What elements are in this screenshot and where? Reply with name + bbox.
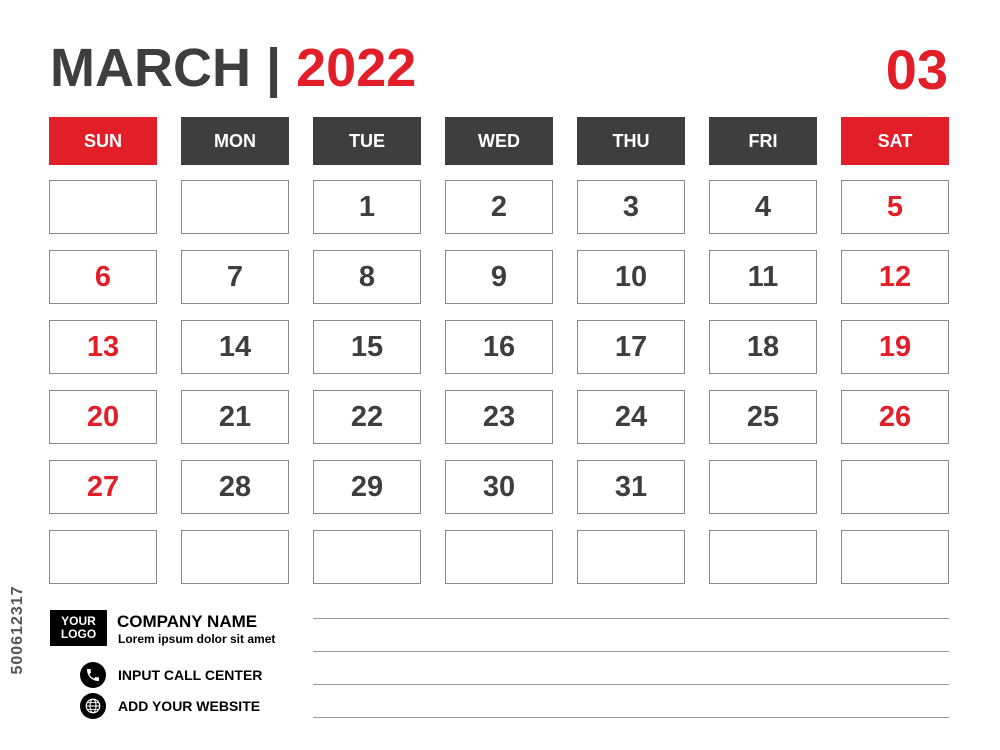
weekday-header-fri: FRI bbox=[709, 117, 817, 165]
day-cell-24: 24 bbox=[577, 390, 685, 444]
day-cell-31: 31 bbox=[577, 460, 685, 514]
day-cell-empty bbox=[709, 460, 817, 514]
note-line bbox=[313, 618, 949, 619]
day-cell-empty bbox=[841, 530, 949, 584]
weekday-header-thu: THU bbox=[577, 117, 685, 165]
day-cell-19: 19 bbox=[841, 320, 949, 374]
day-cell-12: 12 bbox=[841, 250, 949, 304]
day-cell-empty bbox=[49, 530, 157, 584]
day-cell-18: 18 bbox=[709, 320, 817, 374]
stock-id-text: 500612317 bbox=[9, 585, 26, 675]
notes-area bbox=[313, 618, 949, 750]
day-cell-empty bbox=[181, 530, 289, 584]
calendar-grid bbox=[49, 117, 949, 584]
day-cell-23: 23 bbox=[445, 390, 553, 444]
day-cell-3: 3 bbox=[577, 180, 685, 234]
day-cell-20: 20 bbox=[49, 390, 157, 444]
day-cell-9: 9 bbox=[445, 250, 553, 304]
calendar-title bbox=[50, 38, 416, 98]
stock-id-watermark bbox=[6, 520, 30, 740]
day-cell-empty bbox=[841, 460, 949, 514]
day-cell-14: 14 bbox=[181, 320, 289, 374]
title-separator: | bbox=[266, 38, 282, 98]
note-line bbox=[313, 717, 949, 718]
weekday-header-tue: TUE bbox=[313, 117, 421, 165]
day-cell-28: 28 bbox=[181, 460, 289, 514]
day-cell-21: 21 bbox=[181, 390, 289, 444]
logo-text-line1: YOUR bbox=[61, 614, 96, 628]
weekday-header-wed: WED bbox=[445, 117, 553, 165]
weekday-header-row bbox=[49, 117, 949, 165]
day-cell-empty bbox=[709, 530, 817, 584]
logo-text-line2: LOGO bbox=[60, 627, 97, 641]
company-name: COMPANY NAME bbox=[117, 612, 258, 631]
day-cell-22: 22 bbox=[313, 390, 421, 444]
note-line bbox=[313, 651, 949, 652]
day-cell-26: 26 bbox=[841, 390, 949, 444]
company-logo bbox=[50, 610, 107, 646]
website-text: ADD YOUR WEBSITE bbox=[118, 698, 261, 714]
day-cell-27: 27 bbox=[49, 460, 157, 514]
globe-icon bbox=[80, 693, 106, 719]
website-row bbox=[80, 693, 260, 719]
day-cell-10: 10 bbox=[577, 250, 685, 304]
day-cell-11: 11 bbox=[709, 250, 817, 304]
weekday-header-sat: SAT bbox=[841, 117, 949, 165]
weekday-header-mon: MON bbox=[181, 117, 289, 165]
day-cell-8: 8 bbox=[313, 250, 421, 304]
day-cell-empty bbox=[49, 180, 157, 234]
day-cell-6: 6 bbox=[49, 250, 157, 304]
day-cell-17: 17 bbox=[577, 320, 685, 374]
month-number: 03 bbox=[885, 38, 948, 101]
day-cell-4: 4 bbox=[709, 180, 817, 234]
day-cell-empty bbox=[445, 530, 553, 584]
year: 2022 bbox=[296, 38, 417, 98]
month-name: MARCH bbox=[50, 38, 251, 98]
day-cell-5: 5 bbox=[841, 180, 949, 234]
day-cell-30: 30 bbox=[445, 460, 553, 514]
day-cell-16: 16 bbox=[445, 320, 553, 374]
day-cell-empty bbox=[313, 530, 421, 584]
day-cell-29: 29 bbox=[313, 460, 421, 514]
day-cell-7: 7 bbox=[181, 250, 289, 304]
day-cell-1: 1 bbox=[313, 180, 421, 234]
call-center-row bbox=[80, 662, 262, 688]
call-center-text: INPUT CALL CENTER bbox=[118, 667, 263, 683]
phone-icon bbox=[80, 662, 106, 688]
day-cell-empty bbox=[577, 530, 685, 584]
day-cell-25: 25 bbox=[709, 390, 817, 444]
day-cell-15: 15 bbox=[313, 320, 421, 374]
company-tagline: Lorem ipsum dolor sit amet bbox=[118, 632, 276, 646]
day-cell-empty bbox=[181, 180, 289, 234]
day-cell-2: 2 bbox=[445, 180, 553, 234]
weekday-header-sun: SUN bbox=[49, 117, 157, 165]
day-cell-13: 13 bbox=[49, 320, 157, 374]
note-line bbox=[313, 684, 949, 685]
day-cells bbox=[49, 180, 949, 584]
